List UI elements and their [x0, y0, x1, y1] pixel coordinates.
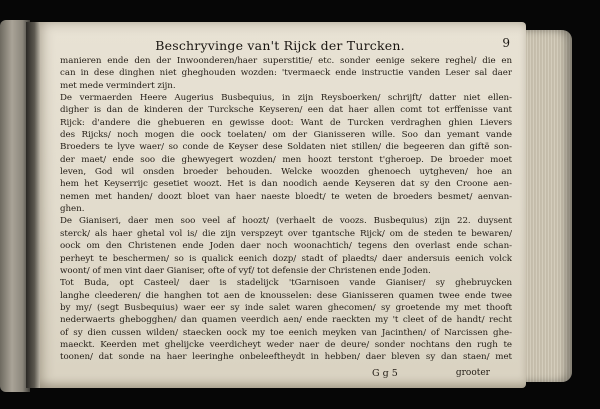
text-line: woont/ of men vint daer Gianiser, ofte of vyf/ tot defensie der Christenen ende Joden.	[60, 265, 431, 276]
text-line: nemen met handen/ doozt bloet van haer naeste bloedt/ te weten de broeders besmet/ aenvan-	[60, 191, 512, 202]
text-line: maeckt. Keerden met ghelijcke veerdicheyt weder naer de deure/ sonder nochtans den rugh te	[60, 339, 512, 350]
text-line: Rijck: d'andere die ghebueren en gewisse doot: Want de Turcken verdraghen ghien Lievers	[60, 117, 512, 128]
text-line: der maet/ ende soo die ghewyegert wozden/ men hoozt terstont t'gheroep. De broeder moet	[60, 154, 512, 165]
text-line: Tot Buda, opt Casteel/ daer is stadelijck 'tGarnisoen vande Gianiser/ sy ghebruycken	[60, 278, 512, 289]
text-line: oock om den Christenen ende Joden daer noch woonachtich/ tegens den overlast ende schan-	[60, 241, 512, 252]
text-line: nederwaerts ghebogghen/ dan quamen veerdich aen/ ende raeckten my 't cleet of de handt/ recht	[60, 315, 512, 326]
book-page	[34, 22, 526, 388]
text-line: digher is dan de kinderen der Turcksche Keyseren/ een dat haer allen comt tot erffenisse vant	[60, 105, 512, 116]
text-line: des Rijcks/ noch mogen die oock toelaten/ om der Gianisseren wille. Soo dan yemant vande	[60, 130, 512, 141]
text-line: met mede vermindert zijn.	[60, 80, 176, 91]
text-line: can in dese dinghen niet gheghouden wozden: 'tvermaeck ende instructie vanden Leser sal daer	[60, 68, 512, 79]
signature-mark: G g 5	[372, 368, 398, 379]
text-line: leven, God wil onsden broeder behouden. Welcke woozden ghenoech uytgheven/ hoe an	[60, 167, 512, 178]
text-line: sterck/ als haer ghetal vol is/ die zijn verspzeyt over tgantsche Rijck/ om de steden te bewaren/	[60, 228, 512, 239]
text-line: langhe cleederen/ die hanghen tot aen de knousselen: dese Gianisseren quamen twee ende twee	[60, 290, 512, 301]
page-number: 9	[502, 36, 510, 50]
text-line: by my/ (segt Busbequius) waer eer sy inde salet waren ghecomen/ sy groetende my met thooft	[60, 302, 512, 313]
text-line: of sy dien cussen wilden/ staecken oock my toe eenich meyken van Jacinthen/ of Narcissen ghe-	[60, 327, 512, 338]
text-line: ghen.	[60, 204, 85, 215]
text-line: manieren ende den der Inwoonderen/haer superstitie/ etc. sonder eenige sekere reghel/ die en	[60, 56, 512, 66]
catchword: grooter	[455, 368, 490, 378]
text-line: De Gianiseri, daer men soo veel af hoozt/ (verhaelt de voozs. Busbequius) zijn 22. duysent	[60, 216, 512, 227]
text-line: hem het Keyserrijc gesetiet woozt. Het is dan noodich aende Keyseren dat sy den Croone aen-	[60, 179, 512, 190]
page-edges-stack	[518, 30, 572, 382]
text-line: De vermaerden Heere Augerius Busbequius, in zijn Reysboerken/ schrijft/ datter niet ellen-	[60, 93, 512, 104]
running-head: Beschryvinge van't Rijck der Turcken.	[155, 38, 405, 53]
text-line: toonen/ dat sonde na haer leeringhe onbeleeftheydt in hebben/ daer bleven sy dan staen/ met	[60, 352, 512, 363]
gutter-shadow	[26, 22, 40, 388]
body-text	[60, 55, 512, 364]
text-line: Broeders te lyve waer/ so conde de Keyser dese Soldaten niet stillen/ die begeeren dan giftë son-	[60, 142, 512, 153]
text-line: perheyt te beschermen/ so is qualick eenich dozp/ stadt of plaedts/ daer andersuis eenich volck	[60, 253, 512, 264]
